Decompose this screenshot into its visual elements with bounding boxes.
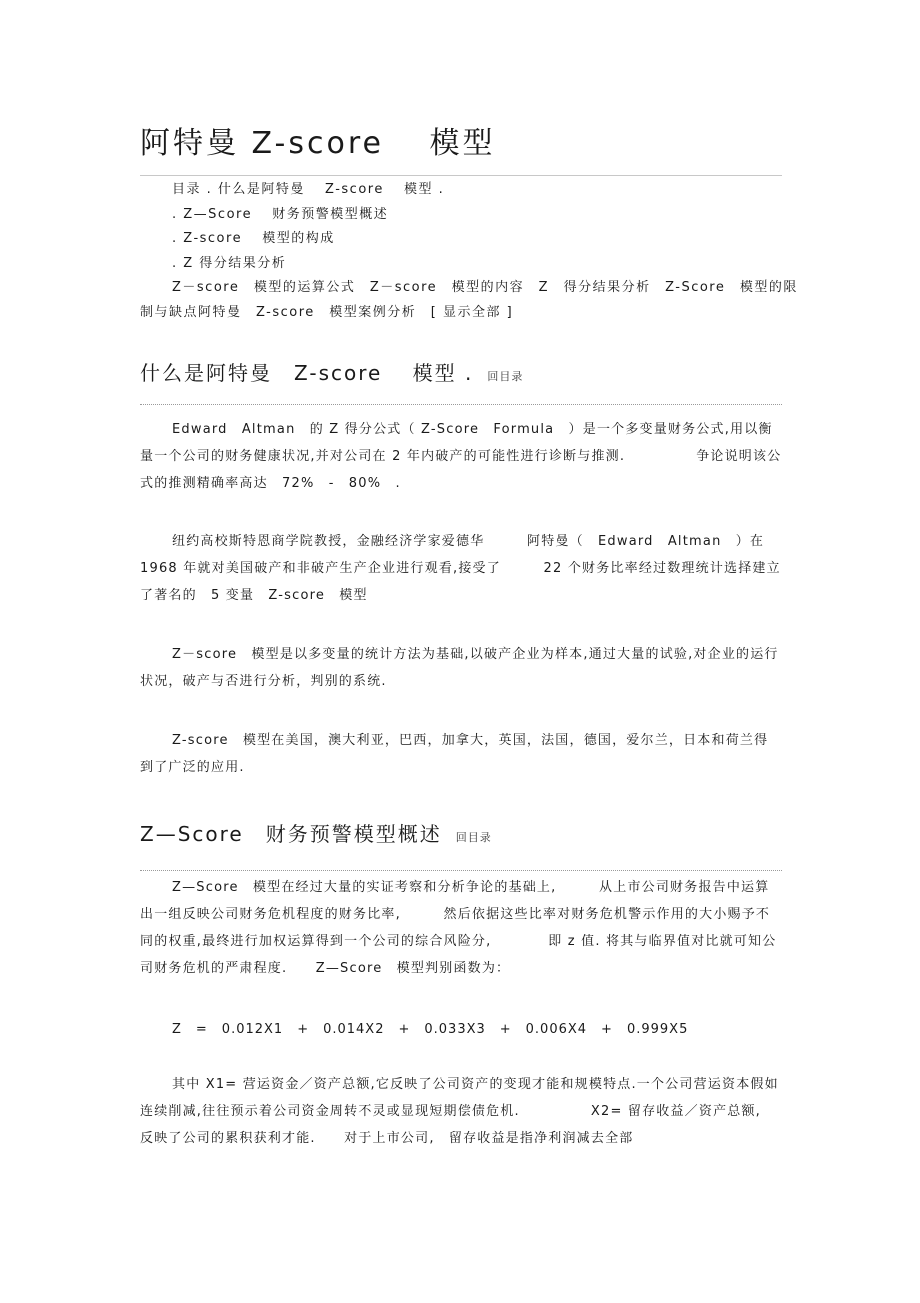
- paragraph: 其中 X1= 营运资金／资产总额,它反映了公司资产的变现才能和规模特点.一个公司营运资本假如连续削减,往往预示着公司资金周转不灵或显现短期偿债危机. X2= 留存收益／资产总额, 反映了公司的累积获利才能. 对于上市公司, 留存收益是指净利润减去全部: [140, 1077, 779, 1146]
- back-to-toc-link[interactable]: 回目录: [487, 370, 524, 383]
- section-heading-text: 什么是阿特曼 Z-score 模型 .: [140, 361, 474, 385]
- toc-line[interactable]: . Z—Score 财务预警模型概述: [172, 206, 389, 222]
- toc-line[interactable]: . Z 得分结果分析: [172, 255, 287, 271]
- section-divider: [140, 870, 782, 871]
- section-heading-altman: [140, 357, 523, 386]
- section-divider: [140, 404, 782, 405]
- paragraph: 纽约高校斯特恩商学院教授，金融经济学家爱德华 阿特曼（ Edward Altman ）在 1968 年就对美国破产和非破产生产企业进行观看,接受了 22 个财务比率经过数理统计选择建立了著名的 5 变量 Z-score 模型: [140, 534, 781, 603]
- toc-line[interactable]: 制与缺点阿特曼 Z-score 模型案例分析 [ 显示全部 ]: [140, 304, 514, 320]
- paragraph: Z—Score 模型在经过大量的实证考察和分析争论的基础上, 从上市公司财务报告中运算出一组反映公司财务危机程度的财务比率, 然后依据这些比率对财务危机警示作用的大小赐予不同的权重,最终进行加权运算得到一个公司的综合风险分, 即 z 值. 将其与临界值对比就可知公司财务危机的严肃程度. Z—Score 模型判别函数为：: [140, 880, 777, 976]
- toc-line[interactable]: Z－score 模型的运算公式 Z－score 模型的内容 Z 得分结果分析 Z-Score 模型的限: [172, 280, 798, 295]
- back-to-toc-link[interactable]: 回目录: [455, 831, 492, 844]
- paragraph: Z-score 模型在美国，澳大利亚，巴西，加拿大，英国，法国，德国，爱尔兰，日本和荷兰得到了广泛的应用.: [140, 733, 769, 775]
- toc-line[interactable]: . Z-score 模型的构成: [172, 231, 335, 246]
- title-divider: [140, 175, 782, 176]
- document-title: 阿特曼 Z-score 模型: [140, 126, 496, 161]
- toc-line[interactable]: 目录 . 什么是阿特曼 Z-score 模型 .: [172, 182, 445, 197]
- section-heading-text: Z—Score 财务预警模型概述: [140, 822, 442, 846]
- paragraph: Z－score 模型是以多变量的统计方法为基础,以破产企业为样本,通过大量的试验,对企业的运行状况，破产与否进行分析，判别的系统.: [140, 647, 779, 689]
- zscore-formula: Z = 0.012X1 + 0.014X2 + 0.033X3 + 0.006X4 + 0.999X5: [172, 1022, 689, 1037]
- table-of-contents: [140, 178, 798, 325]
- paragraph: Edward Altman 的 Z 得分公式（ Z-Score Formula ）是一个多变量财务公式,用以衡量一个公司的财务健康状况,并对公司在 2 年内破产的可能性进行诊断与推测. 争论说明该公式的推测精确率高达 72% - 80% .: [140, 422, 782, 491]
- section-heading-zscore-overview: [140, 818, 492, 847]
